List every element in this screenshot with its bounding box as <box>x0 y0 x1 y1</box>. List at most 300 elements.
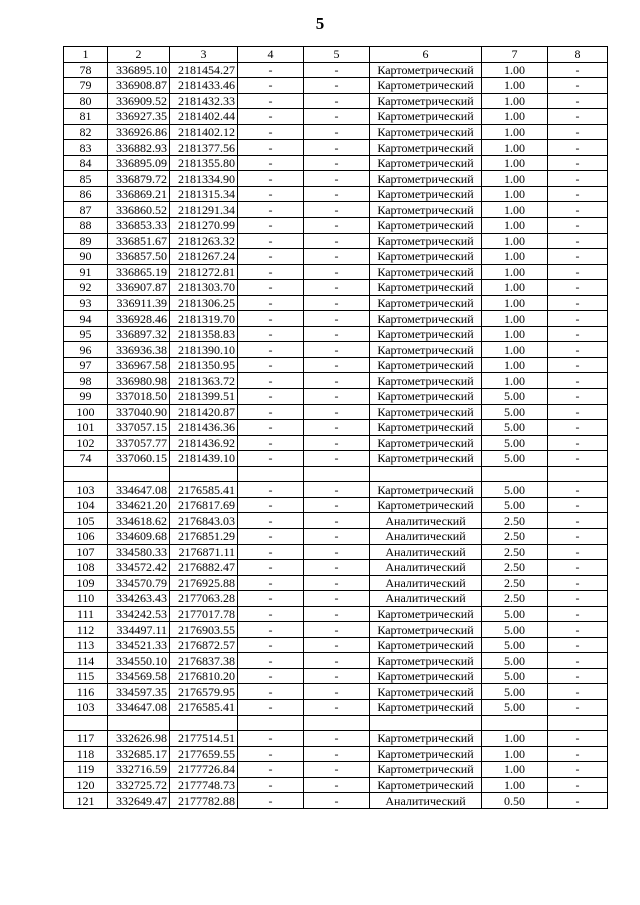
table-cell: - <box>238 528 304 544</box>
table-cell: 2181315.34 <box>170 186 238 202</box>
table-row <box>64 93 608 109</box>
table-cell: 1.00 <box>482 78 548 94</box>
header-cell: 6 <box>370 47 482 63</box>
table-row <box>64 606 608 622</box>
table-row <box>64 793 608 809</box>
table-cell: 1.00 <box>482 202 548 218</box>
table-cell: Картометрический <box>370 699 482 715</box>
table-row <box>64 233 608 249</box>
table-cell: 2176810.20 <box>170 668 238 684</box>
table-cell: - <box>548 249 608 265</box>
table-cell: - <box>304 264 370 280</box>
table-cell: - <box>304 482 370 498</box>
table-cell: - <box>304 497 370 513</box>
table-cell: - <box>238 357 304 373</box>
table-cell: 2181270.99 <box>170 218 238 234</box>
table-cell: 336926.86 <box>108 124 170 140</box>
table-cell: 2181355.80 <box>170 155 238 171</box>
table-cell: - <box>238 762 304 778</box>
table-cell: 5.00 <box>482 497 548 513</box>
table-cell <box>548 466 608 482</box>
table-cell: Картометрический <box>370 233 482 249</box>
table-cell: 2181420.87 <box>170 404 238 420</box>
table-cell: - <box>548 793 608 809</box>
table-cell: 2181319.70 <box>170 311 238 327</box>
table-cell: Картометрический <box>370 264 482 280</box>
table-cell: 109 <box>64 575 108 591</box>
table-cell <box>370 715 482 731</box>
table-cell: - <box>304 186 370 202</box>
table-cell: - <box>304 171 370 187</box>
table-cell: Аналитический <box>370 591 482 607</box>
table-cell: 2181402.44 <box>170 109 238 125</box>
table-cell: - <box>548 482 608 498</box>
table-cell: 334647.08 <box>108 482 170 498</box>
table-cell: 334497.11 <box>108 622 170 638</box>
table-cell: Картометрический <box>370 124 482 140</box>
table-cell: 92 <box>64 280 108 296</box>
table-cell: Картометрический <box>370 218 482 234</box>
table-cell: 78 <box>64 62 108 78</box>
table-cell <box>170 466 238 482</box>
table-cell: 2181263.32 <box>170 233 238 249</box>
table-cell: - <box>238 186 304 202</box>
table-cell: 2181433.46 <box>170 78 238 94</box>
table-cell: Картометрический <box>370 684 482 700</box>
table-cell: - <box>238 731 304 747</box>
table-cell: - <box>304 109 370 125</box>
table-cell: 5.00 <box>482 606 548 622</box>
table-cell: - <box>548 124 608 140</box>
table-cell: 2176837.38 <box>170 653 238 669</box>
table-row <box>64 528 608 544</box>
table-cell: - <box>238 124 304 140</box>
table-cell: 5.00 <box>482 637 548 653</box>
table-cell: 334580.33 <box>108 544 170 560</box>
table-cell: - <box>304 326 370 342</box>
table-cell: - <box>238 404 304 420</box>
table-cell: - <box>238 575 304 591</box>
table-cell: - <box>238 93 304 109</box>
table-row <box>64 357 608 373</box>
table-cell: - <box>238 155 304 171</box>
header-cell: 4 <box>238 47 304 63</box>
table-cell: - <box>548 404 608 420</box>
table-cell: 102 <box>64 435 108 451</box>
table-cell: 336909.52 <box>108 93 170 109</box>
table-row <box>64 653 608 669</box>
table-row <box>64 171 608 187</box>
table-cell: - <box>238 280 304 296</box>
table-cell: - <box>238 326 304 342</box>
table-cell: 337040.90 <box>108 404 170 420</box>
table-cell: - <box>238 668 304 684</box>
table-cell: 5.00 <box>482 482 548 498</box>
table-cell: 1.00 <box>482 746 548 762</box>
header-cell: 2 <box>108 47 170 63</box>
table-cell: 334570.79 <box>108 575 170 591</box>
table-cell: 85 <box>64 171 108 187</box>
table-row <box>64 389 608 405</box>
table-cell: 91 <box>64 264 108 280</box>
table-cell: - <box>548 171 608 187</box>
table-cell: - <box>548 451 608 467</box>
table-cell: - <box>548 218 608 234</box>
table-cell: - <box>304 591 370 607</box>
table-cell: 110 <box>64 591 108 607</box>
table-cell: 337060.15 <box>108 451 170 467</box>
table-row <box>64 420 608 436</box>
table-cell: 336967.58 <box>108 357 170 373</box>
table-cell: 103 <box>64 482 108 498</box>
table-row <box>64 575 608 591</box>
table-cell: 336860.52 <box>108 202 170 218</box>
table-cell: 114 <box>64 653 108 669</box>
table-cell: 2181303.70 <box>170 280 238 296</box>
table-row <box>64 684 608 700</box>
table-cell: - <box>238 311 304 327</box>
table-cell: 336911.39 <box>108 295 170 311</box>
table-cell: 97 <box>64 357 108 373</box>
table-row <box>64 451 608 467</box>
table-cell: 2181436.36 <box>170 420 238 436</box>
table-cell: 1.00 <box>482 140 548 156</box>
table-cell: 2176579.95 <box>170 684 238 700</box>
table-cell: - <box>304 78 370 94</box>
table-row <box>64 466 608 482</box>
table-cell: 1.00 <box>482 109 548 125</box>
table-cell: 2181350.95 <box>170 357 238 373</box>
header-cell: 8 <box>548 47 608 63</box>
table-cell: 332716.59 <box>108 762 170 778</box>
table-cell: - <box>548 357 608 373</box>
table-cell: - <box>304 731 370 747</box>
table-cell: 1.00 <box>482 731 548 747</box>
table-cell: - <box>548 140 608 156</box>
table-cell: 1.00 <box>482 342 548 358</box>
table-cell: - <box>238 746 304 762</box>
table-cell: 336869.21 <box>108 186 170 202</box>
table-cell: - <box>304 249 370 265</box>
table-cell: 5.00 <box>482 653 548 669</box>
table-cell: Картометрический <box>370 109 482 125</box>
table-cell <box>238 466 304 482</box>
table-cell: - <box>238 233 304 249</box>
table-cell: 334572.42 <box>108 560 170 576</box>
table-cell: 2181402.12 <box>170 124 238 140</box>
table-cell: 87 <box>64 202 108 218</box>
table-cell: Картометрический <box>370 155 482 171</box>
table-cell: 334569.58 <box>108 668 170 684</box>
table-cell: 336908.87 <box>108 78 170 94</box>
table-row <box>64 637 608 653</box>
table-cell: - <box>238 218 304 234</box>
table-cell <box>482 466 548 482</box>
table-cell: 2181436.92 <box>170 435 238 451</box>
table-cell: - <box>238 202 304 218</box>
table-cell: 1.00 <box>482 373 548 389</box>
table-cell: - <box>548 606 608 622</box>
table-cell: - <box>548 684 608 700</box>
table-cell: - <box>238 544 304 560</box>
table-cell: 89 <box>64 233 108 249</box>
table-row <box>64 762 608 778</box>
table-cell: - <box>548 109 608 125</box>
table-cell: Картометрический <box>370 497 482 513</box>
table-cell: 1.00 <box>482 233 548 249</box>
table-cell: 2176872.57 <box>170 637 238 653</box>
table-cell: 108 <box>64 560 108 576</box>
table-cell: - <box>548 78 608 94</box>
table-cell <box>108 715 170 731</box>
table-row <box>64 731 608 747</box>
table-cell: Картометрический <box>370 62 482 78</box>
table-cell: - <box>238 140 304 156</box>
table-cell: 1.00 <box>482 311 548 327</box>
table-row <box>64 668 608 684</box>
table-cell: 86 <box>64 186 108 202</box>
table-cell: 2181291.34 <box>170 202 238 218</box>
table-cell: 1.00 <box>482 171 548 187</box>
table-cell: - <box>548 295 608 311</box>
table-cell: 2181390.10 <box>170 342 238 358</box>
table-row <box>64 746 608 762</box>
table-cell: - <box>238 793 304 809</box>
table-cell: 2177782.88 <box>170 793 238 809</box>
table-row <box>64 264 608 280</box>
table-cell: 2.50 <box>482 528 548 544</box>
table-cell: 5.00 <box>482 684 548 700</box>
table-row <box>64 497 608 513</box>
table-cell: - <box>548 575 608 591</box>
table-cell: 337057.77 <box>108 435 170 451</box>
table-cell: 2177659.55 <box>170 746 238 762</box>
table-cell: 336895.09 <box>108 155 170 171</box>
table-cell: 105 <box>64 513 108 529</box>
table-cell: Картометрический <box>370 202 482 218</box>
table-row <box>64 140 608 156</box>
table-cell: 118 <box>64 746 108 762</box>
table-cell <box>64 715 108 731</box>
table-cell: - <box>304 513 370 529</box>
table-cell: - <box>548 155 608 171</box>
table-cell: 336853.33 <box>108 218 170 234</box>
table-cell: 1.00 <box>482 264 548 280</box>
table-cell: Аналитический <box>370 793 482 809</box>
table-cell: Картометрический <box>370 731 482 747</box>
table-row <box>64 155 608 171</box>
table-row <box>64 124 608 140</box>
table-cell: - <box>304 373 370 389</box>
table-row <box>64 513 608 529</box>
table-cell: 5.00 <box>482 699 548 715</box>
table-row <box>64 186 608 202</box>
table-cell: 5.00 <box>482 622 548 638</box>
table-cell: Картометрический <box>370 762 482 778</box>
table-cell: - <box>238 109 304 125</box>
table-cell: 2.50 <box>482 591 548 607</box>
table-cell: 332685.17 <box>108 746 170 762</box>
table-cell: 2.50 <box>482 575 548 591</box>
table-cell <box>482 715 548 731</box>
table-cell: - <box>304 124 370 140</box>
table-cell: Аналитический <box>370 544 482 560</box>
table-cell: 79 <box>64 78 108 94</box>
table-cell: - <box>304 357 370 373</box>
table-cell: 1.00 <box>482 155 548 171</box>
table-cell: 2181267.24 <box>170 249 238 265</box>
table-cell: 336882.93 <box>108 140 170 156</box>
table-cell: 2181272.81 <box>170 264 238 280</box>
table-cell: - <box>548 762 608 778</box>
table-cell: - <box>238 777 304 793</box>
table-cell: 101 <box>64 420 108 436</box>
table-row <box>64 404 608 420</box>
table-cell: Аналитический <box>370 513 482 529</box>
table-cell: 332626.98 <box>108 731 170 747</box>
table-cell: 336857.50 <box>108 249 170 265</box>
table-cell: - <box>548 653 608 669</box>
table-cell: 2176817.69 <box>170 497 238 513</box>
table-cell: 5.00 <box>482 451 548 467</box>
table-cell: - <box>238 373 304 389</box>
table-cell: - <box>548 560 608 576</box>
table-cell: 83 <box>64 140 108 156</box>
page-number: 5 <box>315 14 325 33</box>
table-cell: 336928.46 <box>108 311 170 327</box>
table-cell: - <box>238 171 304 187</box>
table-cell <box>238 715 304 731</box>
table-cell: - <box>238 637 304 653</box>
table-cell: Картометрический <box>370 280 482 296</box>
table-cell: 2181454.27 <box>170 62 238 78</box>
table-cell: - <box>548 326 608 342</box>
table-row <box>64 249 608 265</box>
table-cell: 2176843.03 <box>170 513 238 529</box>
table-cell: - <box>238 653 304 669</box>
table-cell: 81 <box>64 109 108 125</box>
table-cell: Аналитический <box>370 528 482 544</box>
table-cell: 1.00 <box>482 777 548 793</box>
table-cell: 88 <box>64 218 108 234</box>
table-cell: Картометрический <box>370 451 482 467</box>
table-cell: - <box>304 233 370 249</box>
table-cell: 2177748.73 <box>170 777 238 793</box>
table-cell: 2181377.56 <box>170 140 238 156</box>
table-cell: - <box>304 342 370 358</box>
table-cell: - <box>238 606 304 622</box>
table-cell: Картометрический <box>370 311 482 327</box>
table-cell: - <box>548 311 608 327</box>
table-cell: 336879.72 <box>108 171 170 187</box>
table-cell: 2.50 <box>482 544 548 560</box>
table-cell: - <box>304 653 370 669</box>
table-cell: 121 <box>64 793 108 809</box>
table-cell: - <box>238 264 304 280</box>
table-cell: - <box>548 544 608 560</box>
table-cell: - <box>304 311 370 327</box>
table-cell: 80 <box>64 93 108 109</box>
table-cell: Картометрический <box>370 404 482 420</box>
table-cell: 119 <box>64 762 108 778</box>
table-cell: 1.00 <box>482 249 548 265</box>
table-cell: - <box>548 513 608 529</box>
table-cell: 2176871.11 <box>170 544 238 560</box>
header-cell: 5 <box>304 47 370 63</box>
table-cell: - <box>304 140 370 156</box>
table-cell <box>170 715 238 731</box>
table-cell: - <box>548 591 608 607</box>
table-cell: Картометрический <box>370 249 482 265</box>
table-cell: 5.00 <box>482 420 548 436</box>
table-body <box>64 62 608 808</box>
table-cell: 2181363.72 <box>170 373 238 389</box>
table-cell: Картометрический <box>370 389 482 405</box>
table-row <box>64 373 608 389</box>
table-cell <box>304 466 370 482</box>
table-cell: 103 <box>64 699 108 715</box>
table-cell: 1.00 <box>482 93 548 109</box>
table-cell: 336865.19 <box>108 264 170 280</box>
coordinates-table <box>63 46 608 809</box>
table-cell: 2176925.88 <box>170 575 238 591</box>
table-cell: 100 <box>64 404 108 420</box>
table-cell: 1.00 <box>482 186 548 202</box>
table-cell: Картометрический <box>370 295 482 311</box>
table-cell: 82 <box>64 124 108 140</box>
table-cell: 98 <box>64 373 108 389</box>
table-row <box>64 326 608 342</box>
table-cell: 99 <box>64 389 108 405</box>
table-cell: 2181358.83 <box>170 326 238 342</box>
table-row <box>64 295 608 311</box>
header-cell: 1 <box>64 47 108 63</box>
table-cell: - <box>238 78 304 94</box>
table-cell: - <box>304 93 370 109</box>
table-cell: 2181439.10 <box>170 451 238 467</box>
table-cell: 120 <box>64 777 108 793</box>
table-cell: 115 <box>64 668 108 684</box>
table-cell: - <box>548 420 608 436</box>
table-cell: 2176903.55 <box>170 622 238 638</box>
table-cell: Картометрический <box>370 637 482 653</box>
table-cell: - <box>548 233 608 249</box>
table-cell: 336897.32 <box>108 326 170 342</box>
table-cell: - <box>548 668 608 684</box>
table-cell: 2176585.41 <box>170 699 238 715</box>
table-cell: 96 <box>64 342 108 358</box>
table-cell: 113 <box>64 637 108 653</box>
table-cell: 336851.67 <box>108 233 170 249</box>
table-cell: - <box>548 777 608 793</box>
table-cell: 93 <box>64 295 108 311</box>
table-cell: - <box>548 62 608 78</box>
table-cell: 117 <box>64 731 108 747</box>
table-cell <box>108 466 170 482</box>
table-cell: 90 <box>64 249 108 265</box>
table-cell: - <box>548 622 608 638</box>
table-cell: - <box>304 435 370 451</box>
table-cell: 2177514.51 <box>170 731 238 747</box>
table-row <box>64 109 608 125</box>
table-cell: 1.00 <box>482 280 548 296</box>
table-cell: 95 <box>64 326 108 342</box>
table-cell: 94 <box>64 311 108 327</box>
table-cell: 2181432.33 <box>170 93 238 109</box>
table-cell: - <box>548 731 608 747</box>
table-cell: - <box>238 560 304 576</box>
table-cell: 2177063.28 <box>170 591 238 607</box>
